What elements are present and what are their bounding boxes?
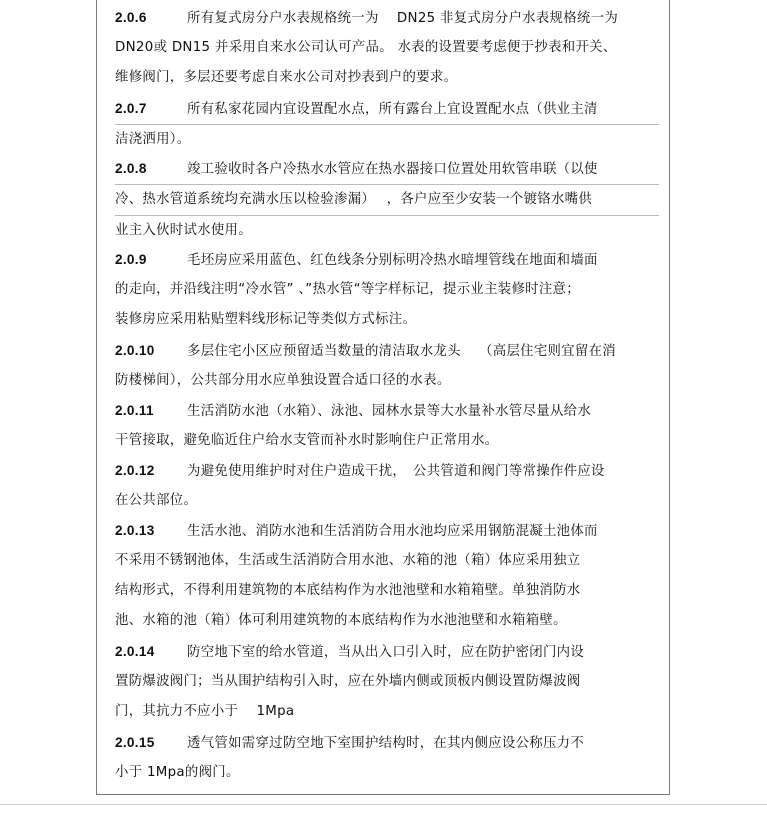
clause-text: 为避免使用维护时对住户造成干扰， 公共管道和阀门等常操作件应设: [187, 464, 605, 479]
clause-2-0-11: [115, 396, 659, 456]
clause-text: 装修房应采用粘贴塑料线形标记等类似方式标注。: [115, 312, 417, 327]
clause-number: 2.0.9: [115, 252, 147, 267]
clause-text: DN20或 DN15 并采用自来水公司认可产品。 水表的设置要考虑便于抄表和开关、: [115, 40, 617, 55]
clause-text: 竣工验收时各户冷热水水管应在热水器接口位置处用软管串联（以使: [187, 162, 598, 177]
clause-2-0-9: [115, 245, 659, 335]
clause-number: 2.0.13: [115, 523, 155, 538]
clause-number: 2.0.11: [115, 403, 154, 418]
clause-text: 维修阀门，多层还要考虑自来水公司对抄表到户的要求。: [115, 70, 458, 85]
clause-2-0-13: [115, 516, 659, 636]
clause-2-0-6: [115, 3, 659, 93]
clause-text: 不采用不锈钢池体，生活或生活消防合用水池、水箱的池（箱）体应采用独立: [115, 553, 581, 568]
clause-text: 门，其抗力不应小于 1Mpa: [115, 704, 295, 719]
clause-text: 置防爆波阀门；当从围护结构引入时，应在外墙内侧或顶板内侧设置防爆波阀: [115, 674, 581, 689]
clause-number: 2.0.10: [115, 343, 155, 358]
clause-text: 在公共部位。: [115, 493, 198, 508]
clause-2-0-12: [115, 456, 659, 516]
clause-2-0-10: [115, 336, 659, 396]
clause-text: 生活消防水池（水箱）、泳池、园林水景等大水量补水管尽量从给水: [187, 404, 592, 419]
clause-text: 结构形式，不得利用建筑物的本底结构作为水池池壁和水箱箱壁。单独消防水: [115, 583, 581, 598]
clause-text: 池、水箱的池（箱）体可利用建筑物的本底结构作为水池池壁和水箱箱壁。: [115, 613, 567, 628]
clause-text: 防楼梯间），公共部分用水应单独设置合适口径的水表。: [115, 373, 451, 388]
clause-text: 毛坯房应采用蓝色、红色线条分别标明冷热水暗埋管线在地面和墙面: [187, 253, 598, 268]
clause-text: 多层住宅小区应预留适当数量的清洁取水龙头 （高层住宅则宜留在消: [187, 344, 616, 359]
clause-2-0-8: [115, 154, 659, 246]
clause-number: 2.0.14: [115, 644, 155, 659]
clause-2-0-14: [115, 637, 659, 727]
clause-text: 业主入伙时试水使用。: [115, 223, 252, 238]
clause-text: 生活水池、消防水池和生活消防合用水池均应采用钢筋混凝土池体而: [187, 524, 598, 539]
clause-text: 防空地下室的给水管道，当从出入口引入时，应在防护密闭门内设: [187, 645, 585, 660]
clause-number: 2.0.7: [115, 101, 147, 116]
clause-2-0-7: [115, 94, 659, 155]
clause-text: 透气管如需穿过防空地下室围护结构时，在其内侧应设公称压力不: [187, 736, 585, 751]
clause-number: 2.0.8: [115, 161, 147, 176]
clause-text: 的走向，并沿线注明“冷水管” 、”热水管“等字样标记，提示业主装修时注意；: [115, 282, 580, 297]
clause-number: 2.0.15: [115, 735, 155, 750]
clause-text: 干管接取，避免临近住户给水支管而补水时影响住户正常用水。: [115, 433, 499, 448]
document-page: [96, 0, 670, 795]
clause-text: 所有私家花园内宜设置配水点，所有露台上宜设置配水点（供业主清: [187, 102, 598, 117]
clause-number: 2.0.6: [115, 10, 147, 25]
clause-text: 小于 1Mpa的阀门。: [115, 765, 240, 780]
clause-2-0-15: [115, 728, 659, 788]
clause-text: 洁浇洒用）。: [115, 132, 191, 147]
clause-text: 冷、热水管道系统均充满水压以检验渗漏） ，各户应至少安装一个镀铬水嘴供: [115, 185, 659, 216]
page-divider: [0, 804, 767, 805]
clause-text: 所有复式房分户水表规格统一为 DN25 非复式房分户水表规格统一为: [187, 11, 619, 26]
clause-number: 2.0.12: [115, 463, 155, 478]
